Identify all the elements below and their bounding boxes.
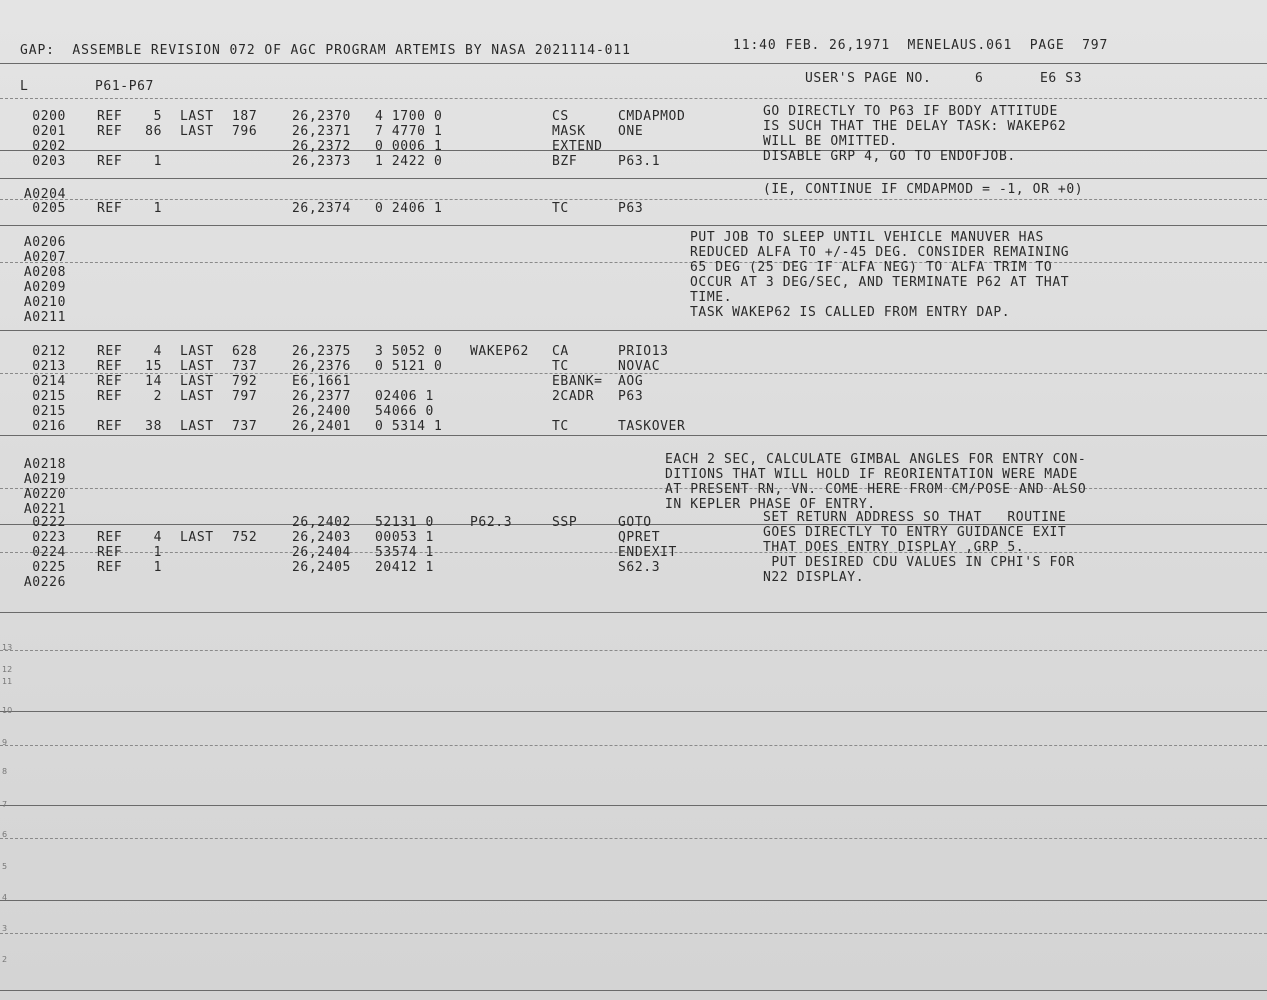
comment-text: 65 DEG (25 DEG IF ALFA NEG) TO ALFA TRIM TO bbox=[690, 260, 1053, 275]
address: 26,2403 bbox=[292, 530, 351, 545]
ref-count: 1 bbox=[153, 154, 162, 169]
symbol-label: P62.3 bbox=[470, 515, 513, 530]
margin-tick: 3 bbox=[2, 924, 8, 933]
line-number: A0210 bbox=[23, 295, 66, 310]
comment-text: IN KEPLER PHASE OF ENTRY. bbox=[665, 497, 876, 512]
ref-tag: REF bbox=[97, 109, 123, 124]
margin-tick: 4 bbox=[2, 893, 8, 902]
address: 26,2373 bbox=[292, 154, 351, 169]
last-line: 797 bbox=[232, 389, 258, 404]
margin-tick: 8 bbox=[2, 767, 8, 776]
line-number: 0223 bbox=[32, 530, 66, 545]
operand: CMDAPMOD bbox=[618, 109, 686, 124]
address: 26,2376 bbox=[292, 359, 351, 374]
octal-word: 20412 1 bbox=[375, 560, 434, 575]
line-number: 0213 bbox=[32, 359, 66, 374]
bank-code: E6 S3 bbox=[1040, 71, 1083, 86]
comment-text: GO DIRECTLY TO P63 IF BODY ATTITUDE bbox=[763, 104, 1058, 119]
last-line: 796 bbox=[232, 124, 258, 139]
line-number: A0209 bbox=[23, 280, 66, 295]
operand: P63 bbox=[618, 201, 644, 216]
ref-tag: REF bbox=[97, 545, 123, 560]
ref-tag: REF bbox=[97, 124, 123, 139]
line-number: A0226 bbox=[23, 575, 66, 590]
ref-count: 38 bbox=[145, 419, 162, 434]
ref-tag: REF bbox=[97, 201, 123, 216]
operand: ENDEXIT bbox=[618, 545, 677, 560]
margin-tick: 5 bbox=[2, 862, 8, 871]
timestamp-page: 11:40 FEB. 26,1971 MENELAUS.061 PAGE 797 bbox=[733, 38, 1109, 53]
line-number: 0205 bbox=[32, 201, 66, 216]
margin-tick: 10 bbox=[2, 706, 13, 715]
margin-tick: 9 bbox=[2, 738, 8, 747]
comment-text: (IE, CONTINUE IF CMDAPMOD = -1, OR +0) bbox=[763, 182, 1084, 197]
opcode: EXTEND bbox=[552, 139, 603, 154]
rule-line bbox=[0, 435, 1267, 436]
octal-word: 54066 0 bbox=[375, 404, 434, 419]
line-number: 0222 bbox=[32, 515, 66, 530]
last-tag: LAST bbox=[180, 530, 214, 545]
margin-tick: 13 bbox=[2, 643, 13, 652]
address: 26,2372 bbox=[292, 139, 351, 154]
line-number: A0218 bbox=[23, 457, 66, 472]
comment-text: GOES DIRECTLY TO ENTRY GUIDANCE EXIT bbox=[763, 525, 1067, 540]
rule-line bbox=[0, 805, 1267, 806]
ref-tag: REF bbox=[97, 389, 123, 404]
opcode: CA bbox=[552, 344, 569, 359]
octal-word: 1 2422 0 bbox=[375, 154, 443, 169]
last-tag: LAST bbox=[180, 344, 214, 359]
operand: TASKOVER bbox=[618, 419, 686, 434]
line-number: A0207 bbox=[23, 250, 66, 265]
rule-line bbox=[0, 199, 1267, 200]
operand: GOTO bbox=[618, 515, 652, 530]
line-number: 0215 bbox=[32, 404, 66, 419]
operand: QPRET bbox=[618, 530, 661, 545]
octal-word: 7 4770 1 bbox=[375, 124, 443, 139]
rule-line bbox=[0, 745, 1267, 746]
ref-tag: REF bbox=[97, 344, 123, 359]
comment-text: AT PRESENT RN, VN. COME HERE FROM CM/POSE AND ALSO bbox=[665, 482, 1087, 497]
line-number: 0201 bbox=[32, 124, 66, 139]
ref-tag: REF bbox=[97, 374, 123, 389]
comment-text: PUT JOB TO SLEEP UNTIL VEHICLE MANUVER HAS bbox=[690, 230, 1044, 245]
comment-text: DISABLE GRP 4, GO TO ENDOFJOB. bbox=[763, 149, 1016, 164]
line-number: A0211 bbox=[23, 310, 66, 325]
last-tag: LAST bbox=[180, 374, 214, 389]
address: 26,2402 bbox=[292, 515, 351, 530]
comment-text: THAT DOES ENTRY DISPLAY ,GRP 5. bbox=[763, 540, 1025, 555]
ref-count: 2 bbox=[153, 389, 162, 404]
margin-tick: 12 bbox=[2, 665, 13, 674]
line-number: 0203 bbox=[32, 154, 66, 169]
address: 26,2374 bbox=[292, 201, 351, 216]
rule-line bbox=[0, 262, 1267, 263]
opcode: MASK bbox=[552, 124, 586, 139]
address: 26,2371 bbox=[292, 124, 351, 139]
section-label: P61-P67 bbox=[95, 79, 154, 94]
comment-text: SET RETURN ADDRESS SO THAT ROUTINE bbox=[763, 510, 1067, 525]
operand: P63.1 bbox=[618, 154, 661, 169]
line-number: A0204 bbox=[23, 187, 66, 202]
address: 26,2401 bbox=[292, 419, 351, 434]
ref-count: 5 bbox=[153, 109, 162, 124]
margin-tick: 11 bbox=[2, 677, 13, 686]
line-number: 0202 bbox=[32, 139, 66, 154]
line-number: A0219 bbox=[23, 472, 66, 487]
ref-count: 86 bbox=[145, 124, 162, 139]
address: 26,2404 bbox=[292, 545, 351, 560]
last-tag: LAST bbox=[180, 389, 214, 404]
last-line: 187 bbox=[232, 109, 258, 124]
octal-word: 0 5121 0 bbox=[375, 359, 443, 374]
line-number: 0225 bbox=[32, 560, 66, 575]
ref-tag: REF bbox=[97, 560, 123, 575]
last-tag: LAST bbox=[180, 359, 214, 374]
opcode: CS bbox=[552, 109, 569, 124]
octal-word: 3 5052 0 bbox=[375, 344, 443, 359]
rule-line bbox=[0, 990, 1267, 991]
rule-line bbox=[0, 98, 1267, 99]
rule-line bbox=[0, 838, 1267, 839]
operand: NOVAC bbox=[618, 359, 661, 374]
operand: AOG bbox=[618, 374, 644, 389]
comment-text: TASK WAKEP62 IS CALLED FROM ENTRY DAP. bbox=[690, 305, 1011, 320]
opcode: BZF bbox=[552, 154, 578, 169]
line-number: 0200 bbox=[32, 109, 66, 124]
section-marker: L bbox=[20, 79, 29, 94]
last-line: 752 bbox=[232, 530, 258, 545]
opcode: TC bbox=[552, 419, 569, 434]
last-line: 792 bbox=[232, 374, 258, 389]
address: 26,2405 bbox=[292, 560, 351, 575]
margin-tick: 7 bbox=[2, 800, 8, 809]
user-page-label: USER'S PAGE NO. bbox=[805, 71, 932, 86]
ref-tag: REF bbox=[97, 530, 123, 545]
rule-line bbox=[0, 933, 1267, 934]
comment-text: EACH 2 SEC, CALCULATE GIMBAL ANGLES FOR ENTRY CON- bbox=[665, 452, 1087, 467]
octal-word: 53574 1 bbox=[375, 545, 434, 560]
address: E6,1661 bbox=[292, 374, 351, 389]
last-tag: LAST bbox=[180, 419, 214, 434]
last-line: 737 bbox=[232, 359, 258, 374]
octal-word: 0 0006 1 bbox=[375, 139, 443, 154]
octal-word: 02406 1 bbox=[375, 389, 434, 404]
comment-text: PUT DESIRED CDU VALUES IN CPHI'S FOR bbox=[763, 555, 1075, 570]
line-number: A0221 bbox=[23, 502, 66, 517]
last-tag: LAST bbox=[180, 109, 214, 124]
line-number: 0215 bbox=[32, 389, 66, 404]
operand: PRIO13 bbox=[618, 344, 669, 359]
rule-line bbox=[0, 711, 1267, 712]
ref-count: 14 bbox=[145, 374, 162, 389]
margin-tick: 6 bbox=[2, 830, 8, 839]
ref-count: 1 bbox=[153, 201, 162, 216]
opcode: EBANK= bbox=[552, 374, 603, 389]
comment-text: OCCUR AT 3 DEG/SEC, AND TERMINATE P62 AT THAT bbox=[690, 275, 1070, 290]
operand: ONE bbox=[618, 124, 644, 139]
symbol-label: WAKEP62 bbox=[470, 344, 529, 359]
comment-text: REDUCED ALFA TO +/-45 DEG. CONSIDER REMAINING bbox=[690, 245, 1070, 260]
ref-tag: REF bbox=[97, 359, 123, 374]
ref-count: 15 bbox=[145, 359, 162, 374]
ref-count: 4 bbox=[153, 530, 162, 545]
rule-line bbox=[0, 330, 1267, 331]
ref-tag: REF bbox=[97, 154, 123, 169]
rule-line bbox=[0, 225, 1267, 226]
line-number: 0216 bbox=[32, 419, 66, 434]
line-number: 0224 bbox=[32, 545, 66, 560]
ref-count: 4 bbox=[153, 344, 162, 359]
last-line: 737 bbox=[232, 419, 258, 434]
rule-line bbox=[0, 650, 1267, 651]
line-number: 0214 bbox=[32, 374, 66, 389]
operand: S62.3 bbox=[618, 560, 661, 575]
rule-line bbox=[0, 63, 1267, 64]
octal-word: 0 2406 1 bbox=[375, 201, 443, 216]
octal-word: 4 1700 0 bbox=[375, 109, 443, 124]
comment-text: N22 DISPLAY. bbox=[763, 570, 865, 585]
comment-text: DITIONS THAT WILL HOLD IF REORIENTATION WERE MADE bbox=[665, 467, 1078, 482]
rule-line bbox=[0, 900, 1267, 901]
ref-count: 1 bbox=[153, 545, 162, 560]
address: 26,2400 bbox=[292, 404, 351, 419]
comment-text: WILL BE OMITTED. bbox=[763, 134, 898, 149]
rule-line bbox=[0, 150, 1267, 151]
rule-line bbox=[0, 612, 1267, 613]
opcode: SSP bbox=[552, 515, 578, 530]
address: 26,2377 bbox=[292, 389, 351, 404]
ref-tag: REF bbox=[97, 419, 123, 434]
opcode: TC bbox=[552, 359, 569, 374]
last-line: 628 bbox=[232, 344, 258, 359]
octal-word: 00053 1 bbox=[375, 530, 434, 545]
operand: P63 bbox=[618, 389, 644, 404]
octal-word: 0 5314 1 bbox=[375, 419, 443, 434]
comment-text: TIME. bbox=[690, 290, 733, 305]
margin-tick: 2 bbox=[2, 955, 8, 964]
address: 26,2370 bbox=[292, 109, 351, 124]
user-page-number: 6 bbox=[975, 71, 984, 86]
address: 26,2375 bbox=[292, 344, 351, 359]
comment-text: IS SUCH THAT THE DELAY TASK: WAKEP62 bbox=[763, 119, 1067, 134]
rule-line bbox=[0, 178, 1267, 179]
ref-count: 1 bbox=[153, 560, 162, 575]
opcode: TC bbox=[552, 201, 569, 216]
opcode: 2CADR bbox=[552, 389, 595, 404]
line-number: A0208 bbox=[23, 265, 66, 280]
octal-word: 52131 0 bbox=[375, 515, 434, 530]
last-tag: LAST bbox=[180, 124, 214, 139]
line-number: A0206 bbox=[23, 235, 66, 250]
line-number: A0220 bbox=[23, 487, 66, 502]
line-number: 0212 bbox=[32, 344, 66, 359]
listing-title: GAP: ASSEMBLE REVISION 072 OF AGC PROGRAM ARTEMIS BY NASA 2021114-011 bbox=[20, 43, 631, 58]
